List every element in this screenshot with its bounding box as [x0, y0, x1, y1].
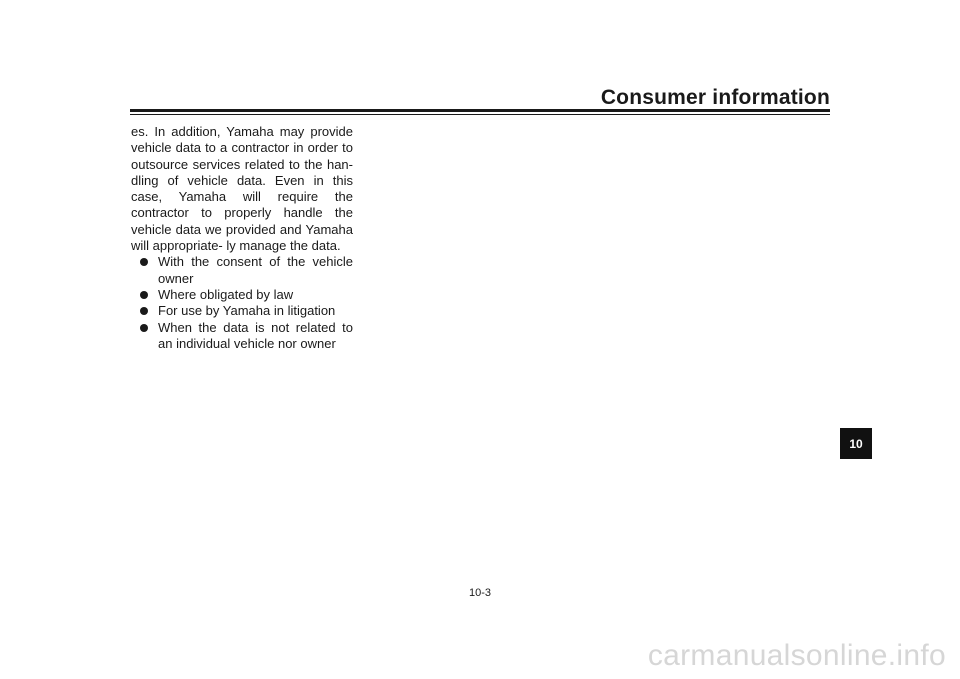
bullet-icon — [140, 258, 148, 266]
list-item — [131, 303, 353, 319]
header-rule-thin — [130, 114, 830, 115]
list-item — [131, 320, 353, 353]
bullet-icon — [140, 324, 148, 332]
body-paragraph: es. In addition, Yamaha may provide vehicle data to a contractor in order to outsource services related to the han- dling of vehicle data. Even in this case, Yamaha will require the contractor to properly handle the vehicle data we provided and Yamaha will appropriate- ly manage the data. — [131, 124, 353, 254]
watermark: carmanualsonline.info — [647, 639, 946, 672]
list-item-text: When the data is not related to an individual vehicle nor owner — [158, 319, 353, 351]
bullet-list — [131, 254, 353, 352]
page-number: 10-3 — [468, 587, 492, 599]
page-title: Consumer information — [600, 86, 830, 109]
header-rule — [130, 109, 830, 112]
bullet-icon — [140, 291, 148, 299]
list-item-text: Where obligated by law — [158, 286, 294, 302]
list-item-text: With the consent of the vehicle owner — [158, 254, 353, 286]
list-item — [131, 254, 353, 287]
chapter-tab: 10 — [840, 428, 872, 459]
body-column — [131, 124, 353, 352]
list-item — [131, 287, 353, 303]
list-item-text: For use by Yamaha in litigation — [158, 303, 336, 319]
bullet-icon — [140, 307, 148, 315]
